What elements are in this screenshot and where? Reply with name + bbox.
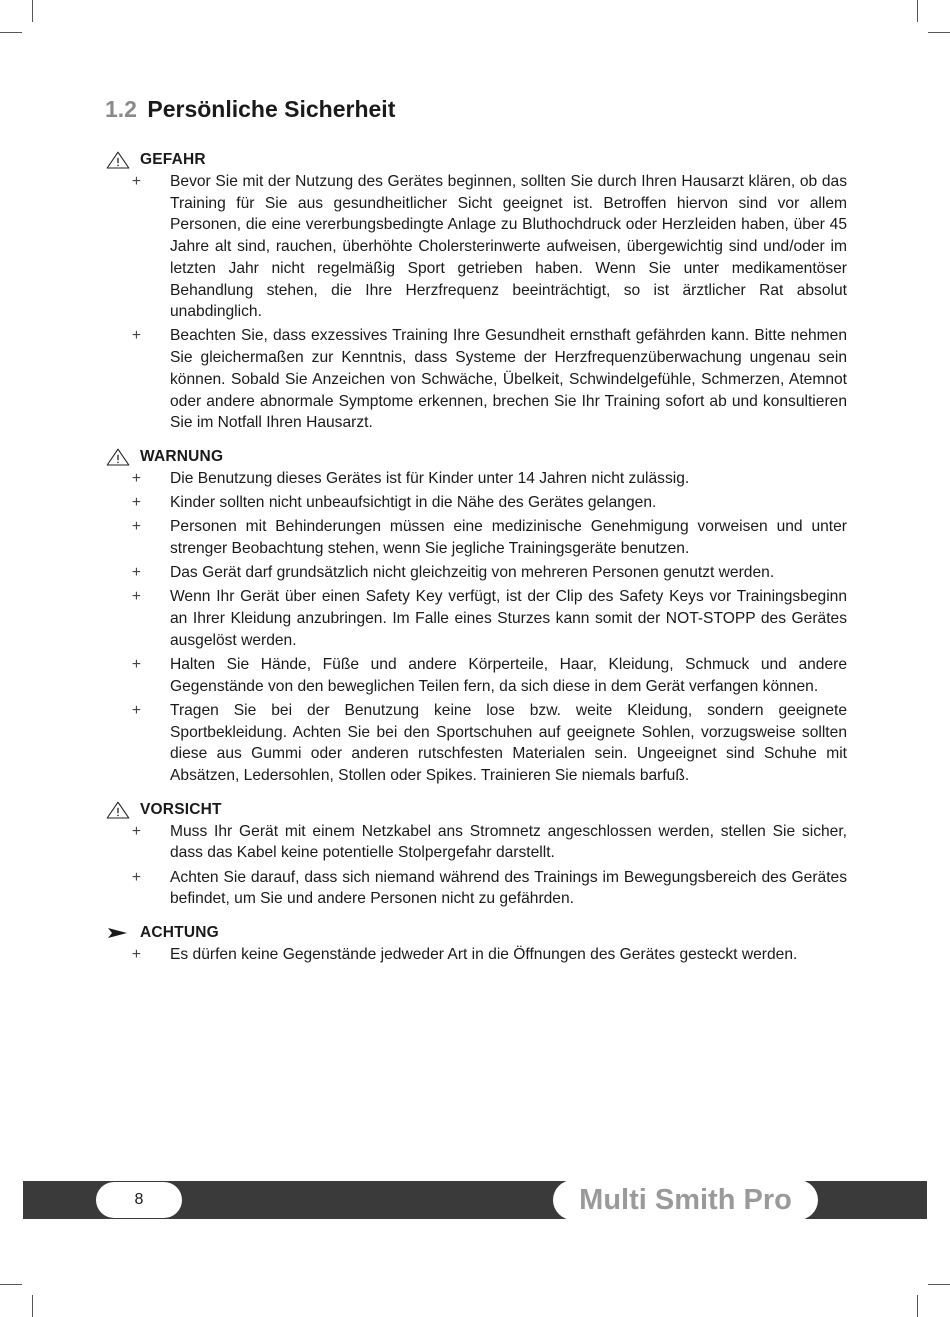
page-number: 8 (96, 1182, 182, 1218)
product-name: Multi Smith Pro (553, 1180, 818, 1220)
bullet-plus: + (131, 564, 141, 582)
list-item (105, 171, 847, 323)
safety-block-gefahr (105, 149, 847, 434)
bullet-list (105, 821, 847, 910)
item-text: Die Benutzung dieses Gerätes ist für Kinder unter 14 Jahren nicht zulässig. (170, 469, 690, 487)
crop-mark (32, 1295, 33, 1317)
block-heading (105, 922, 847, 944)
list-item (105, 700, 847, 787)
bullet-plus: + (131, 588, 141, 606)
item-text: Es dürfen keine Gegenstände jedweder Art in die Öffnungen des Gerätes gesteckt werden. (170, 946, 798, 964)
block-heading (105, 149, 847, 171)
item-text: Halten Sie Hände, Füße und andere Körperteile, Haar, Kleidung, Schmuck und andere Gegenstände von den beweglichen Teilen fern, da sich diese in dem Gerät verfangen können. (170, 656, 847, 695)
list-item (105, 867, 847, 910)
section-title (105, 96, 847, 123)
list-item (105, 586, 847, 651)
item-text: Wenn Ihr Gerät über einen Safety Key verfügt, ist der Clip des Safety Keys vor Trainingsbeginn an Ihrer Kleidung anzubringen. Im Falle eines Sturzes kann somit der NOT-STOPP des Gerätes ausgelöst werden. (170, 588, 847, 649)
bullet-list (105, 468, 847, 787)
list-item (105, 516, 847, 559)
block-title: GEFAHR (140, 151, 206, 168)
crop-mark (917, 1295, 918, 1317)
item-text: Beachten Sie, dass exzessives Training Ihre Gesundheit ernsthaft gefährden kann. Bitte nehmen Sie gleichermaßen zur Kenntnis, dass Systeme der Herzfrequenzüberwachung ungenau sein können. Sobald Sie Anzeichen von Schwäche, Übelkeit, Schwindelgefühle, Schmerzen, Atemnot oder andere abnormale Symptome erkennen, brechen Sie Ihr Training sofort ab und konsultieren Sie im Notfall Ihren Hausarzt. (170, 327, 847, 432)
block-title: WARNUNG (140, 447, 224, 465)
crop-mark (928, 1284, 950, 1285)
crop-mark (0, 32, 22, 33)
bullet-plus: + (131, 822, 141, 840)
crop-mark (32, 0, 33, 22)
flag-icon (107, 926, 129, 940)
section-number: 1.2 (105, 96, 137, 122)
bullet-plus: + (131, 173, 141, 190)
bullet-plus: + (131, 494, 141, 512)
safety-block-vorsicht (105, 799, 847, 910)
warning-triangle-icon (106, 801, 130, 819)
safety-block-achtung (105, 922, 847, 966)
block-title: VORSICHT (140, 800, 222, 818)
page-content (105, 96, 847, 978)
section-title-text: Persönliche Sicherheit (147, 96, 396, 122)
bullet-plus: + (131, 656, 141, 674)
list-item (105, 654, 847, 697)
item-text: Das Gerät darf grundsätzlich nicht gleichzeitig von mehreren Personen genutzt werden. (170, 564, 775, 582)
block-heading (105, 446, 847, 468)
crop-mark (917, 0, 918, 22)
item-text: Personen mit Behinderungen müssen eine medizinische Genehmigung vorweisen und unter strenger Beobachtung stehen, wenn Sie jegliche Trainingsgeräte benutzen. (170, 518, 847, 558)
bullet-plus: + (131, 518, 141, 536)
bullet-plus: + (131, 946, 141, 964)
warning-triangle-icon (106, 151, 130, 169)
bullet-list (105, 171, 847, 434)
list-item (105, 562, 847, 584)
item-text: Kinder sollten nicht unbeaufsichtigt in die Nähe des Gerätes gelangen. (170, 494, 657, 512)
bullet-plus: + (131, 868, 141, 886)
item-text: Tragen Sie bei der Benutzung keine lose bzw. weite Kleidung, sondern geeignete Sportbekleidung. Achten Sie bei den Sportschuhen auf geeignete Sohlen, vorzugsweise sollten diese aus Gummi oder anderen rutschfesten Materialen sein. Ungeeignet sind Schuhe mit Absätzen, Ledersohlen, Stollen oder Spikes. Trainieren Sie niemals barfuß. (170, 701, 847, 785)
bullet-plus: + (131, 701, 141, 719)
list-item (105, 325, 847, 434)
item-text: Bevor Sie mit der Nutzung des Gerätes beginnen, sollten Sie durch Ihren Hausarzt klären, ob das Training für Sie aus gesundheitlicher Sicht geeignet ist. Betroffen hiervon sind vor allem Personen, die eine vererbungsbedingte Anlage zu Bluthochdruck oder Herzleiden haben, über 45 Jahre alt sind, rauchen, überhöhte Cholersterinwerte aufweisen, übergewichtig sind und/oder im letzten Jahr nicht regelmäßig Sport getrieben haben. Wenn Sie unter medikamentöser Behandlung stehen, die Ihre Herzfrequenz beeinträchtigt, so ist ärztlicher Rat absolut unabdinglich. (170, 173, 847, 321)
item-text: Muss Ihr Gerät mit einem Netzkabel ans Stromnetz angeschlossen werden, stellen Sie sicher, dass das Kabel keine potentielle Stolpergefahr darstellt. (170, 822, 847, 862)
warning-triangle-icon (106, 448, 130, 466)
safety-blocks (105, 149, 847, 966)
block-title: ACHTUNG (140, 924, 219, 942)
bullet-plus: + (131, 469, 141, 487)
list-item (105, 944, 847, 966)
item-text: Achten Sie darauf, dass sich niemand während des Trainings im Bewegungsbereich des Gerätes befindet, um Sie und andere Personen nicht zu gefährden. (170, 868, 847, 908)
crop-mark (0, 1284, 22, 1285)
list-item (105, 821, 847, 864)
list-item (105, 468, 847, 490)
bullet-list (105, 944, 847, 966)
safety-block-warnung (105, 446, 847, 787)
list-item (105, 492, 847, 514)
bullet-plus: + (131, 327, 141, 345)
block-heading (105, 799, 847, 821)
crop-mark (928, 32, 950, 33)
